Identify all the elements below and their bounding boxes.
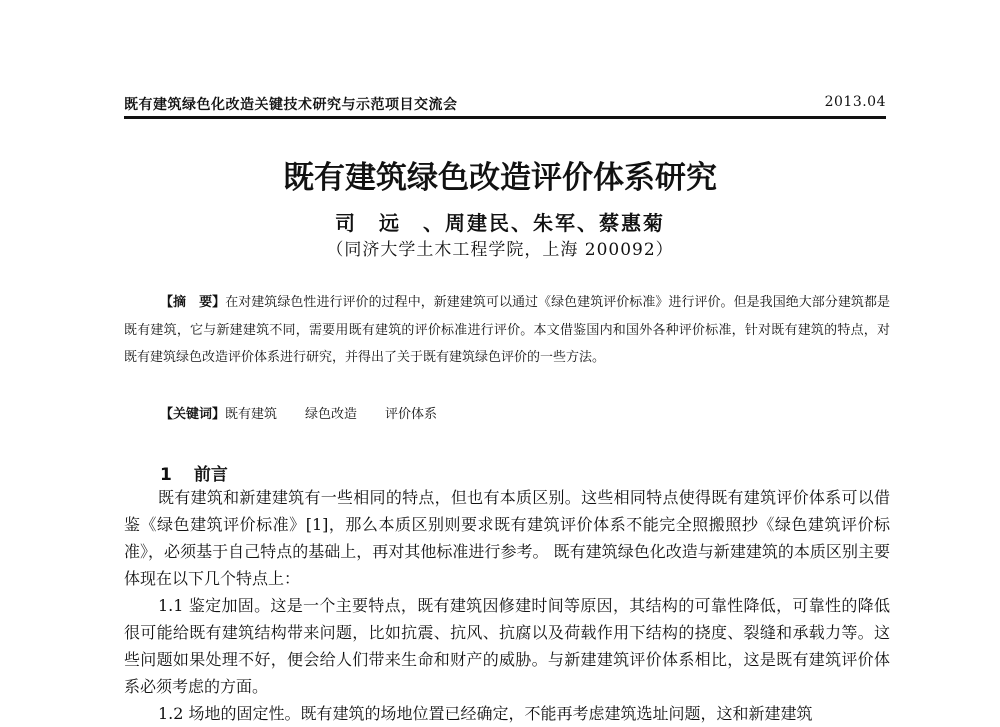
author-list: 司 远 、周建民、朱军、蔡惠菊 — [335, 211, 665, 235]
journal-name: 既有建筑绿色化改造关键技术研究与示范项目交流会 — [124, 97, 458, 113]
section-title: 前言 — [193, 465, 228, 485]
running-header — [124, 90, 886, 119]
abstract — [124, 289, 890, 372]
paper-title: 既有建筑绿色改造评价体系研究 — [283, 160, 717, 196]
section-number: 1 — [160, 465, 172, 485]
keyword-item: 评价体系 — [385, 407, 438, 422]
body-paragraph: 既有建筑和新建建筑有一些相同的特点，但也有本质区别。这些相同特点使得既有建筑评价体系可以借鉴《绿色建筑评价标准》[1]，那么本质区别则要求既有建筑评价体系不能完全照搬照抄《绿色建筑评价标准》，必须基于自己特点的基础上，再对其他标准进行参考。 既有建筑绿色化改造与新建建筑的本质区别主要体现在以下几个特点上： — [124, 488, 890, 588]
body-paragraph: 1.2 场地的固定性。既有建筑的场地位置已经确定，不能再考虑建筑选址问题，这和新建建筑 — [158, 704, 813, 723]
keywords-label: 【关键词】 — [160, 407, 226, 422]
body-paragraph: 1.1 鉴定加固。这是一个主要特点，既有建筑因修建时间等原因，其结构的可靠性降低，可靠性的降低很可能给既有建筑结构带来问题，比如抗震、抗风、抗腐以及荷载作用下结构的挠度、裂缝和承载力等。这些问题如果处理不好，便会给人们带来生命和财产的威胁。与新建建筑评价体系相比，这是既有建筑评价体系必须考虑的方面。 — [124, 596, 890, 696]
affiliation: （同济大学土木工程学院，上海 200092） — [326, 240, 674, 260]
keyword-item: 绿色改造 — [305, 407, 358, 422]
abstract-text: 在对建筑绿色性进行评价的过程中，新建建筑可以通过《绿色建筑评价标准》进行评价。但是我国绝大部分建筑都是既有建筑，它与新建建筑不同，需要用既有建筑的评价标准进行评价。本文借鉴国内和国外各种评价标准，针对既有建筑的特点，对既有建筑绿色改造评价体系进行研究，并得出了关于既有建筑绿色评价的一些方法。 — [124, 295, 890, 365]
abstract-label: 【摘 要】 — [160, 295, 226, 310]
keyword-item: 既有建筑 — [225, 407, 278, 422]
issue-date: 2013.04 — [824, 94, 886, 110]
keywords — [160, 401, 465, 428]
section-heading — [160, 460, 228, 485]
